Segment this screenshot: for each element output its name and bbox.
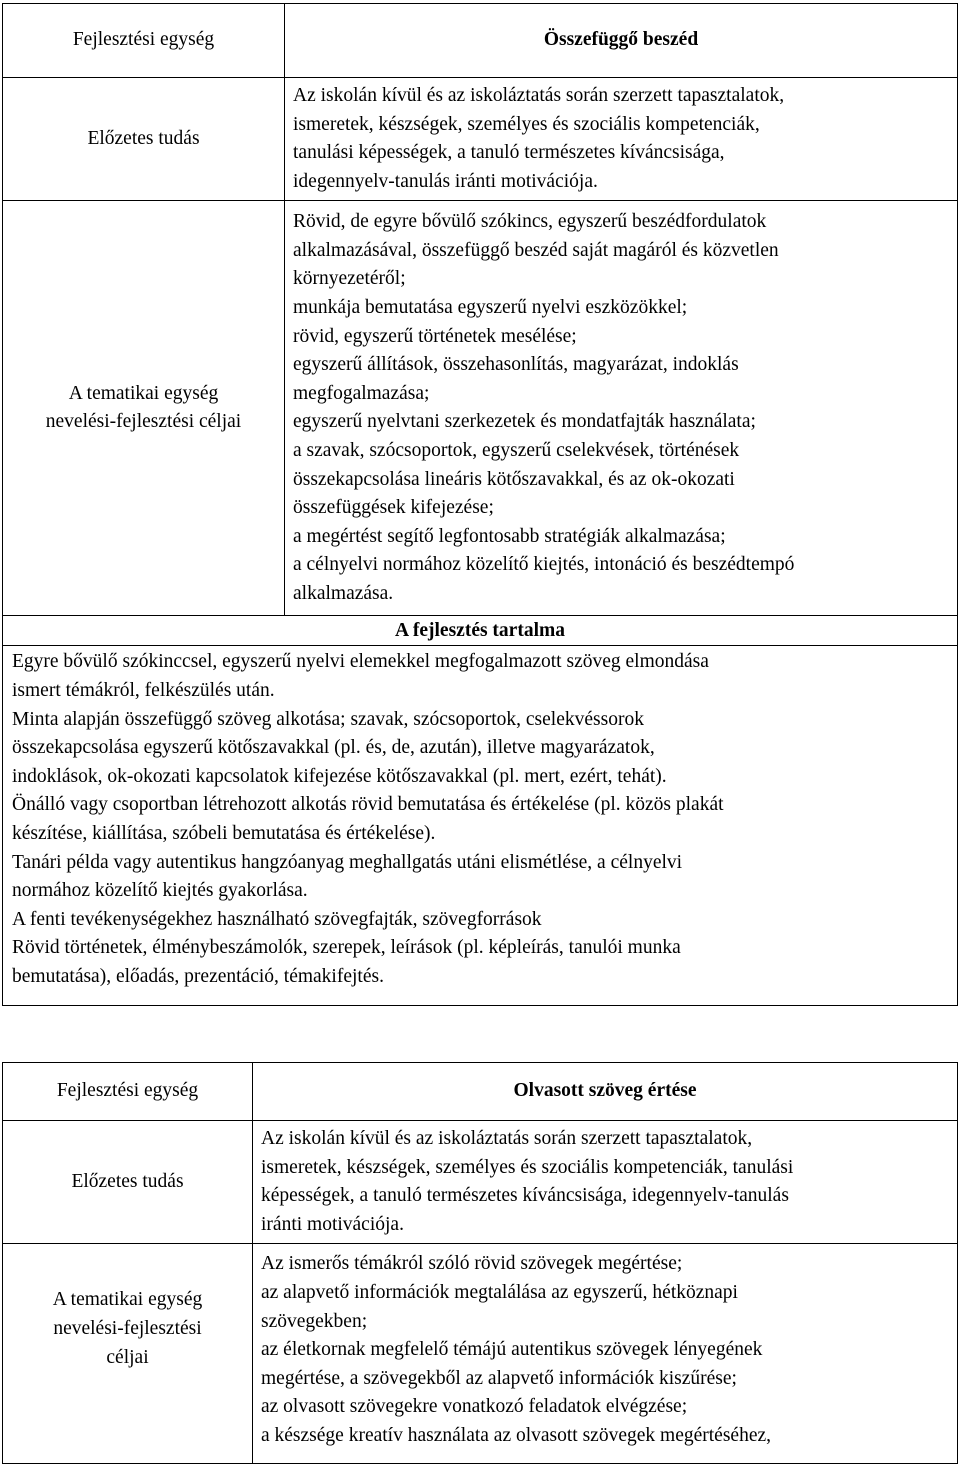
prior-knowledge-cell — [285, 78, 958, 201]
text-line: ismert témákról, felkészülés után. — [12, 679, 275, 701]
prior-knowledge-text — [261, 1125, 949, 1239]
text-line: Egyre bővülő szókinccsel, egyszerű nyelvi elemekkel megfogalmazott szöveg elmondása — [12, 651, 709, 673]
label-thematic-goals — [3, 1244, 253, 1464]
thematic-goals-cell — [253, 1244, 958, 1464]
text-line: A fenti tevékenységekhez használható szövegfajták, szövegforrások — [12, 908, 542, 930]
text-line: összekapcsolása lineáris kötőszavakkal, és az ok-okozati — [293, 468, 735, 490]
curriculum-table-reading — [2, 1062, 958, 1464]
text-line: Az iskolán kívül és az iskoláztatás során szerzett tapasztalatok, — [293, 85, 785, 106]
label-thematic-goals-line: A tematikai egység — [68, 382, 219, 404]
label-thematic-goals — [3, 201, 285, 616]
text-line: a megértést segítő legfontosabb stratégiák alkalmazása; — [293, 525, 726, 547]
text-line: alkalmazásával, összefüggő beszéd saját magáról és közvetlen — [293, 239, 779, 261]
unit-title: Olvasott szöveg értése — [513, 1080, 697, 1102]
thematic-goals-text — [261, 1250, 949, 1450]
text-line: rövid, egyszerű történetek mesélése; — [293, 325, 577, 347]
text-line: alkalmazása. — [293, 582, 394, 604]
text-line: Minta alapján összefüggő szöveg alkotása; szavak, szócsoportok, cselekvéssorok — [12, 708, 644, 730]
text-line: megfogalmazása; — [293, 382, 430, 404]
text-line: Az iskolán kívül és az iskoláztatás során szerzett tapasztalatok, — [261, 1128, 753, 1149]
content-heading-cell — [3, 616, 958, 646]
text-line: szövegekben; — [261, 1310, 368, 1332]
text-line: a készsége kreatív használata az olvasott szövegek megértéséhez, — [261, 1424, 771, 1446]
curriculum-table-speech — [2, 3, 958, 1006]
text-line: Tanári példa vagy autentikus hangzóanyag meghallgatás utáni elismétlése, a célnyelvi — [12, 851, 683, 873]
text-line: képességek, a tanuló természetes kíváncsisága, idegennyelv-tanulás — [261, 1185, 789, 1207]
text-line: az olvasott szövegekre vonatkozó feladatok elvégzése; — [261, 1396, 688, 1418]
label-prior-knowledge-text: Előzetes tudás — [87, 127, 200, 149]
unit-title-cell — [253, 1063, 958, 1121]
label-thematic-goals-line: A tematikai egység — [52, 1289, 203, 1311]
text-line: iránti motivációja. — [261, 1213, 404, 1235]
content-text — [12, 648, 949, 991]
text-line: Önálló vagy csoportban létrehozott alkotás rövid bemutatása és értékelése (pl. közös plakát — [12, 794, 724, 816]
text-line: Rövid történetek, élménybeszámolók, szerepek, leírások (pl. képleírás, tanulói munka — [12, 937, 681, 959]
text-line: tanulási képességek, a tanuló természetes kíváncsisága, — [293, 142, 725, 164]
label-thematic-goals-line: céljai — [106, 1346, 149, 1368]
text-line: készítése, kiállítása, szóbeli bemutatása és értékelése). — [12, 822, 436, 844]
text-line: összekapcsolása egyszerű kötőszavakkal (pl. és, de, azután), illetve magyarázatok, — [12, 737, 655, 759]
label-development-unit — [3, 4, 285, 78]
thematic-goals-text — [293, 208, 949, 608]
prior-knowledge-cell — [253, 1121, 958, 1244]
text-line: ismeretek, készségek, személyes és szociális kompetenciák, tanulási — [261, 1156, 794, 1178]
text-line: a célnyelvi normához közelítő kiejtés, intonáció és beszédtempó — [293, 554, 795, 576]
text-line: normához közelítő kiejtés gyakorlása. — [12, 880, 308, 902]
text-line: az alapvető információk megtalálása az egyszerű, hétköznapi — [261, 1281, 738, 1303]
text-line: ismeretek, készségek, személyes és szociális kompetenciák, — [293, 113, 760, 135]
text-line: idegennyelv-tanulás iránti motivációja. — [293, 170, 598, 192]
unit-title-cell — [285, 4, 958, 78]
label-development-unit-text: Fejlesztési egység — [56, 1080, 199, 1102]
content-cell — [3, 646, 958, 1006]
text-line: Az ismerős témákról szóló rövid szövegek megértése; — [261, 1253, 683, 1275]
label-prior-knowledge — [3, 78, 285, 201]
prior-knowledge-text — [293, 82, 949, 196]
text-line: bemutatása), előadás, prezentáció, témakifejtés. — [12, 965, 384, 987]
content-heading: A fejlesztés tartalma — [394, 619, 565, 641]
text-line: egyszerű állítások, összehasonlítás, magyarázat, indoklás — [293, 354, 739, 376]
unit-title: Összefüggő beszéd — [543, 29, 699, 51]
text-line: környezetéről; — [293, 268, 406, 290]
text-line: munkája bemutatása egyszerű nyelvi eszközökkel; — [293, 297, 688, 318]
label-prior-knowledge — [3, 1121, 253, 1244]
text-line: a szavak, szócsoportok, egyszerű cselekvések, történések — [293, 439, 740, 461]
label-development-unit-text: Fejlesztési egység — [72, 29, 215, 51]
thematic-goals-cell — [285, 201, 958, 616]
text-line: egyszerű nyelvtani szerkezetek és mondatfajták használata; — [293, 411, 756, 433]
text-line: Rövid, de egyre bővülő szókincs, egyszerű beszédfordulatok — [293, 211, 767, 233]
text-line: indoklások, ok-okozati kapcsolatok kifejezése kötőszavakkal (pl. mert, ezért, tehát). — [12, 765, 667, 787]
label-prior-knowledge-text: Előzetes tudás — [71, 1170, 184, 1192]
label-thematic-goals-line: nevelési-fejlesztési céljai — [45, 411, 242, 433]
label-development-unit — [3, 1063, 253, 1121]
text-line: az életkornak megfelelő témájú autentikus szövegek lényegének — [261, 1339, 763, 1361]
text-line: összefüggések kifejezése; — [293, 497, 494, 519]
text-line: megértése, a szövegekből az alapvető információk kiszűrése; — [261, 1367, 737, 1389]
label-thematic-goals-line: nevelési-fejlesztési — [53, 1317, 202, 1339]
